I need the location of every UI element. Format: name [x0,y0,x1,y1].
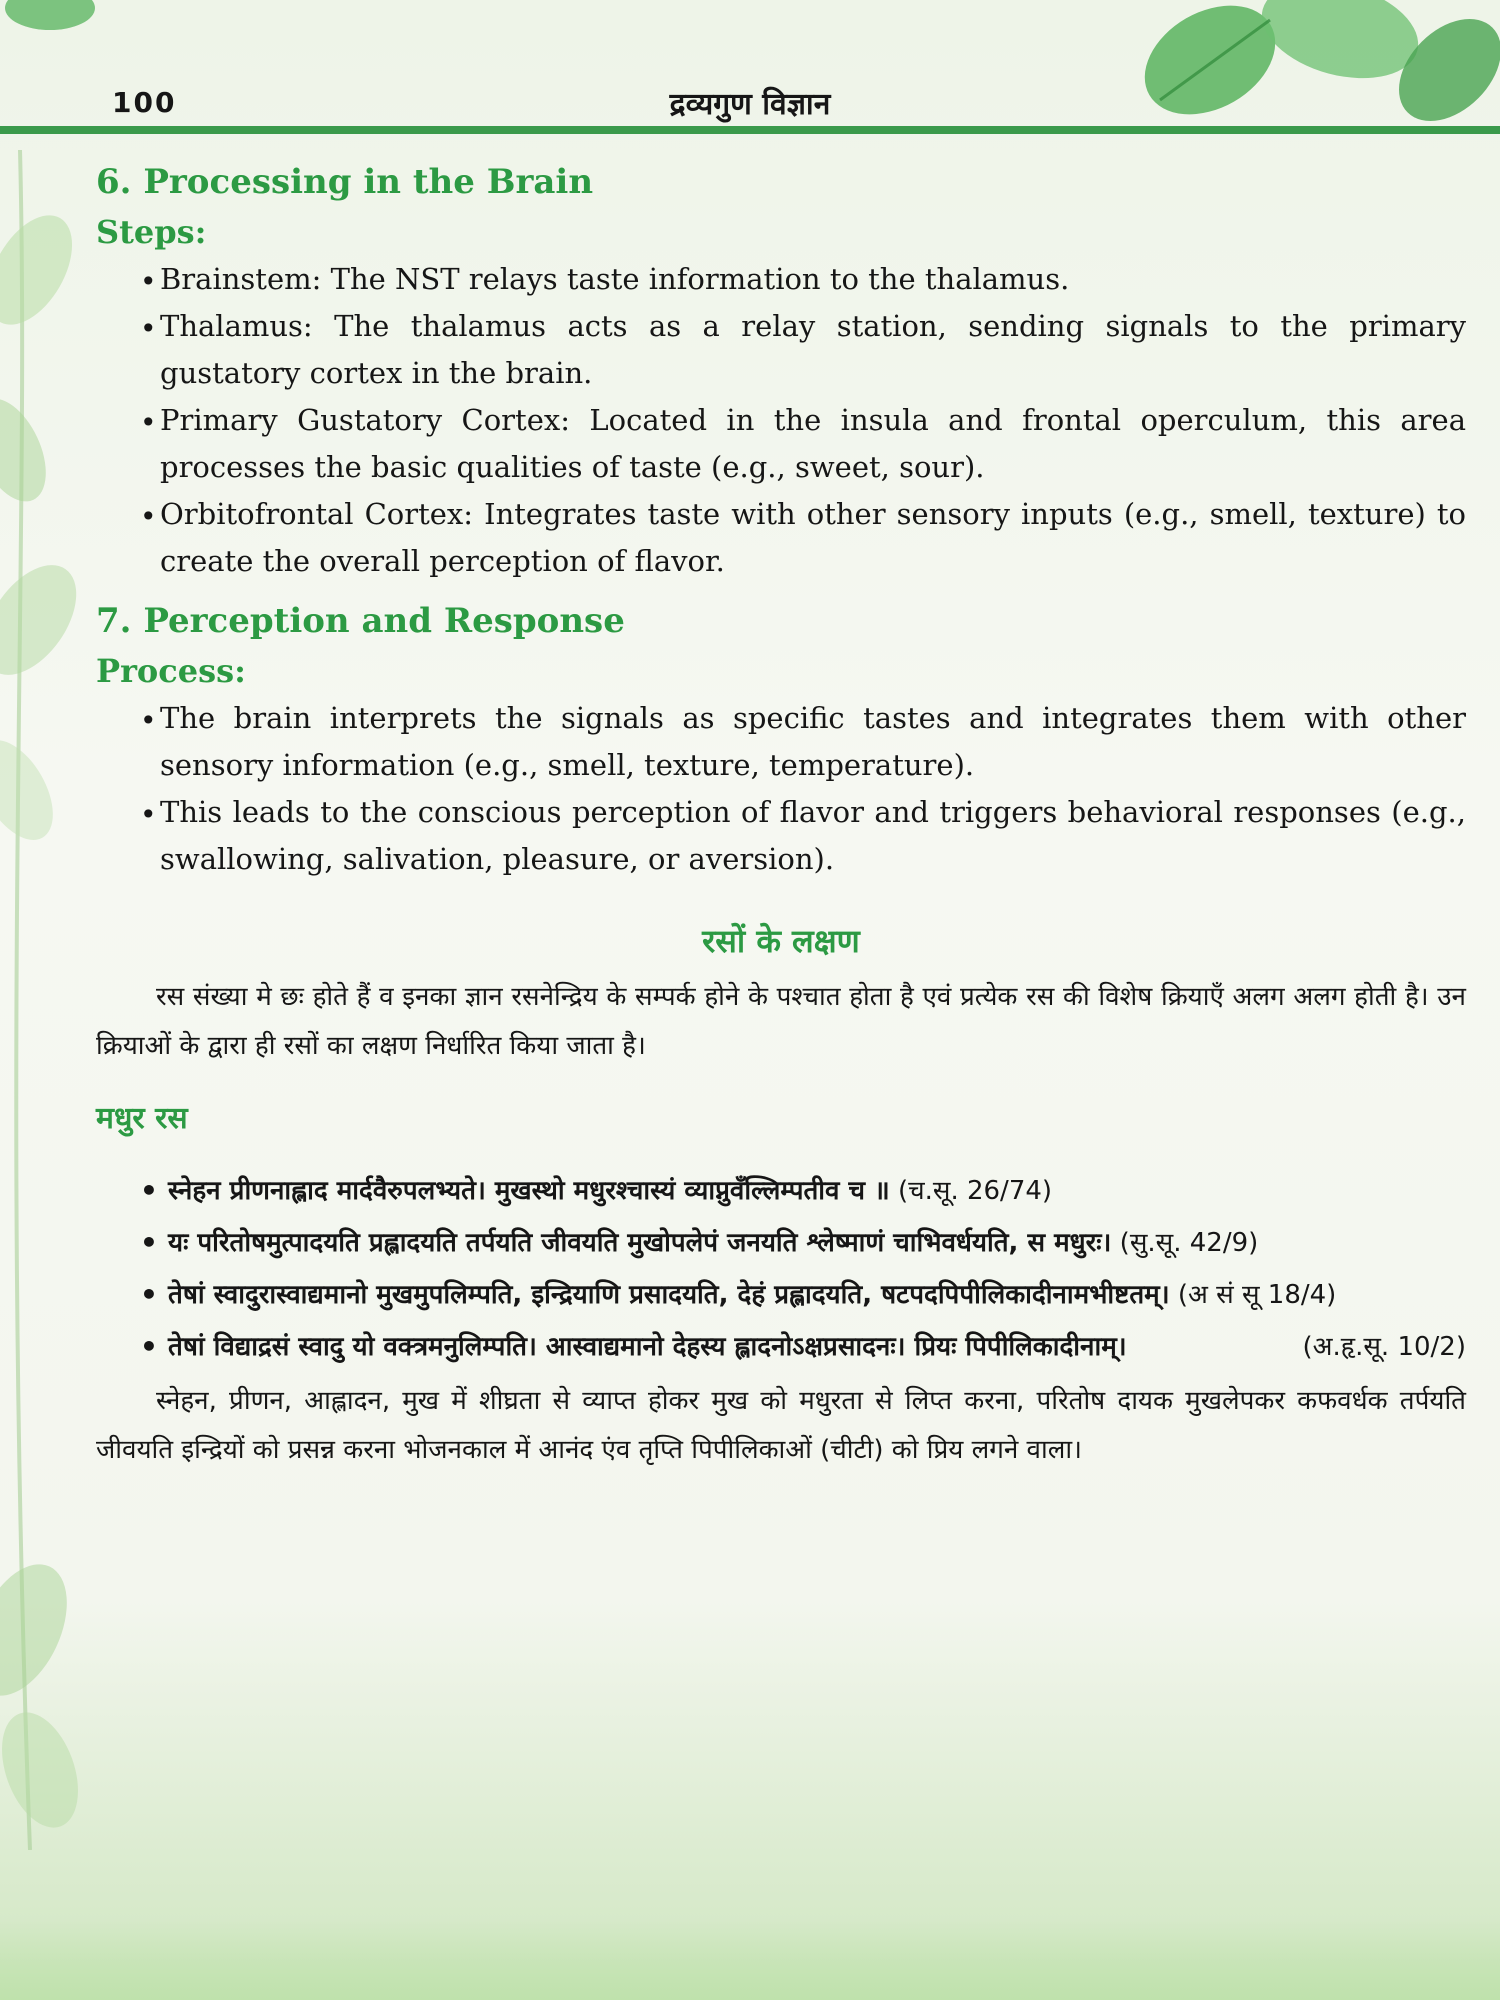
bottom-decoration [0,1920,1500,2000]
list-item: • Orbitofrontal Cortex: Integrates taste with other sensory inputs (e.g., smell, texture) to create the overall perception of flavor. [140,491,1466,585]
steps-list [96,256,1466,585]
section-heading: 7. Perception and Response [96,601,625,641]
list-item [140,1323,1466,1371]
process-list [96,695,1466,883]
shloka-reference: (च.सू. 26/74) [889,1176,1053,1206]
list-item: • Thalamus: The thalamus acts as a relay station, sending signals to the primary gustatory cortex in the brain. [140,303,1466,397]
list-item [140,1271,1466,1319]
shloka-text: तेषां स्वादुरास्वाद्यमानो मुखमुपलिम्पति, इन्द्रियाणि प्रसादयति, देहं प्रह्लादयति, षटपदपिपीलिकादीनामभीष्टतम्। [168,1280,1170,1310]
shloka-text: यः परितोषमुत्पादयति प्रह्लादयति तर्पयति जीवयति मुखोपलेपं जनयति श्लेष्माणं चाभिवर्धयति, स मधुरः। [168,1228,1112,1258]
shloka-reference: (अ.हृ.सू. 10/2) [1302,1332,1466,1362]
leaf-decoration-icon [0,150,80,1850]
section-heading: 6. Processing in the Brain [96,162,594,202]
shloka-reference: (सु.सू. 42/9) [1111,1228,1259,1258]
rasa-heading: रसों के लक्षण [702,922,860,960]
rasa-intro-paragraph: रस संख्या मे छः होते हैं व इनका ज्ञान रसनेन्द्रिय के सम्पर्क होने के पश्चात होता है एवं प्रत्येक रस की विशेष क्रियाएँ अलग अलग होती है। उन क्रियाओं के द्वारा ही रसों का लक्षण निर्धारित किया जाता है। [96,982,1466,1061]
madhur-explanation-paragraph: स्नेहन, प्रीणन, आह्लादन, मुख में शीघ्रता से व्याप्त होकर मुख को मधुरता से लिप्त करना, परितोष दायक मुखलेपकर कफवर्धक तर्पयति जीवयति इन्द्रियों को प्रसन्न करना भोजनकाल में आनंद एंव तृप्ति पिपीलिकाओं (चीटी) को प्रिय लगने वाला। [96,1386,1466,1465]
shloka-reference: (अ सं सू 18/4) [1169,1280,1337,1310]
book-title: द्रव्यगुण विज्ञान [669,87,831,122]
shloka-text: तेषां विद्याद्रसं स्वादु यो वक्त्रमनुलिम्पति। आस्वाद्यमानो देहस्य ह्लादनोऽक्षप्रसादनः। प्रियः पिपीलिकादीनाम्। [168,1332,1127,1362]
madhur-rasa-heading: मधुर रस [96,1101,188,1136]
list-item [140,1219,1466,1267]
page-content [96,160,1466,1475]
page-header [0,0,1500,134]
list-item: • The brain interprets the signals as specific tastes and integrates them with other sensory information (e.g., smell, texture, temperature). [140,695,1466,789]
header-rule [0,126,1500,134]
list-item [140,1167,1466,1215]
shloka-text: स्नेहन प्रीणनाह्लाद मार्दवैरुपलभ्यते। मुखस्थो मधुरश्चास्यं व्याप्नुवँल्लिम्पतीव च ॥ [168,1176,890,1206]
list-item: • Brainstem: The NST relays taste information to the thalamus. [140,256,1466,303]
subheading-process: Process: [96,652,246,690]
subheading-steps: Steps: [96,213,207,251]
shloka-list [96,1167,1466,1371]
page-number: 100 [112,86,177,119]
list-item: • Primary Gustatory Cortex: Located in the insula and frontal operculum, this area processes the basic qualities of taste (e.g., sweet, sour). [140,397,1466,491]
list-item: • This leads to the conscious perception of flavor and triggers behavioral responses (e.g., swallowing, salivation, pleasure, or aversion). [140,789,1466,883]
